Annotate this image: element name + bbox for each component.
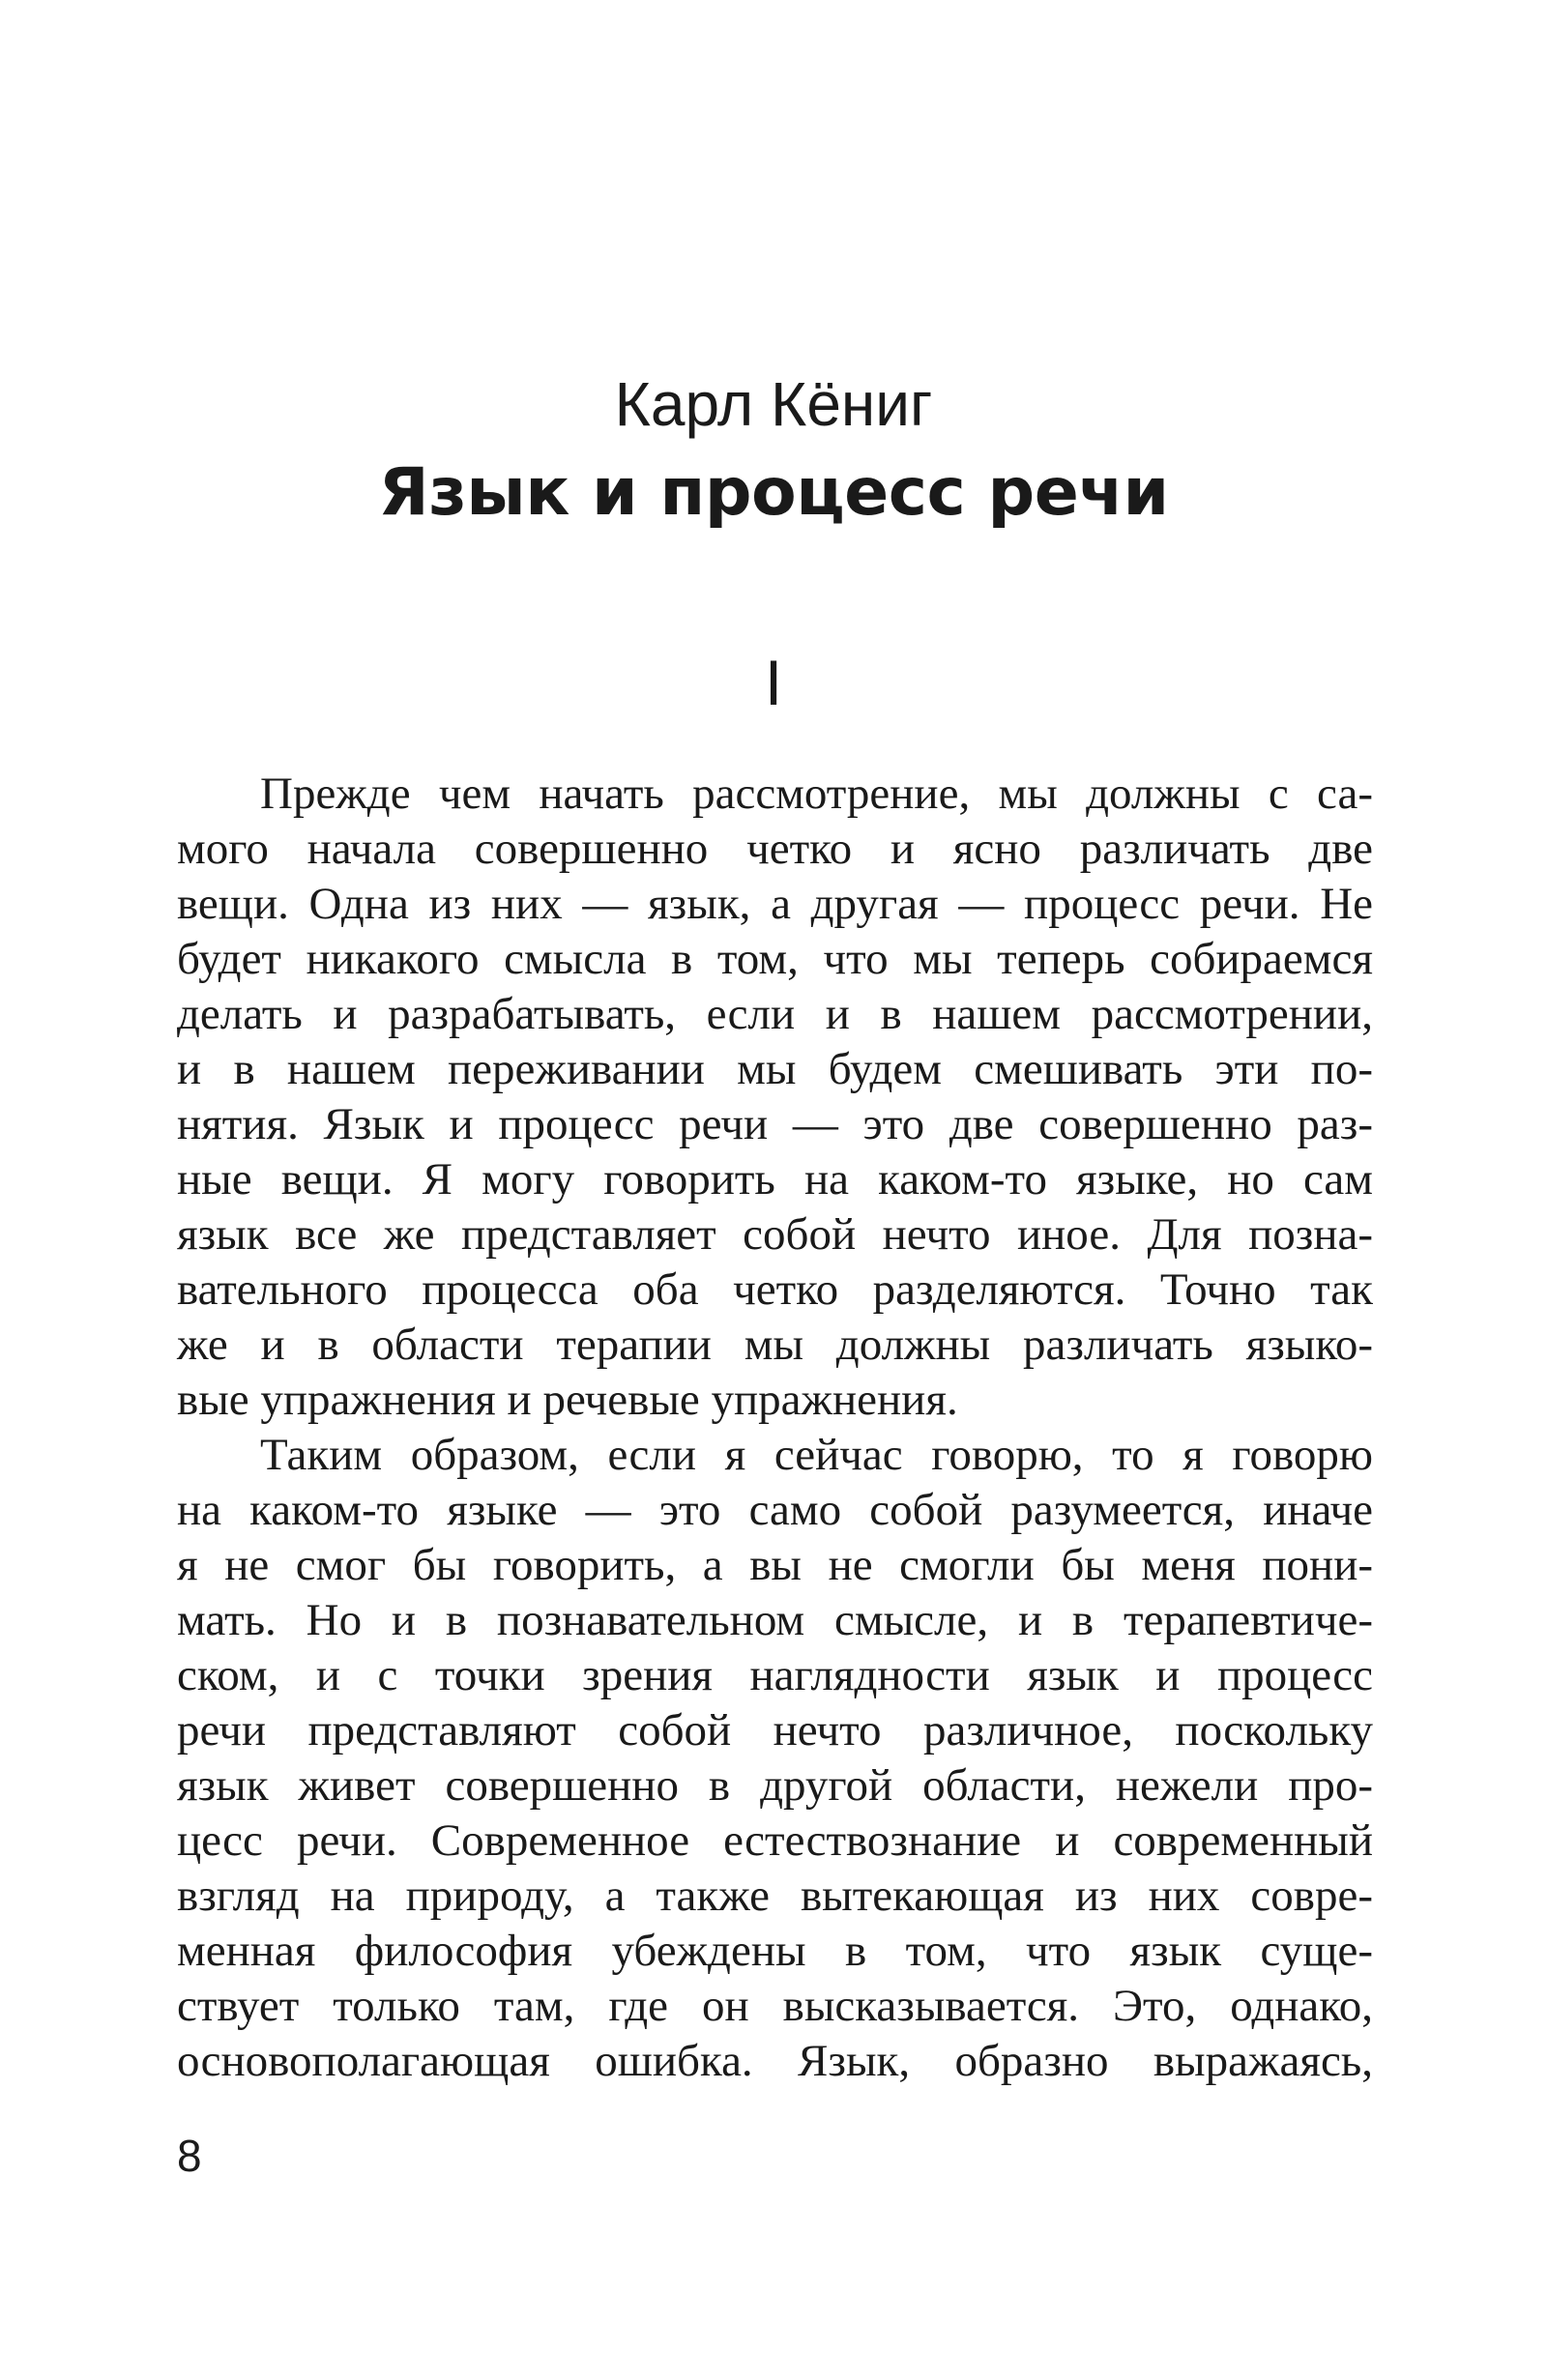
text-line: мого начала совершенно четко и ясно различать две xyxy=(177,824,1373,874)
text-line: язык все же представляет собой нечто иное. Для позна- xyxy=(177,1209,1373,1260)
page-number: 8 xyxy=(177,2131,202,2181)
text-line: нятия. Язык и процесс речи — это две совершенно раз- xyxy=(177,1099,1373,1149)
text-line: Таким образом, если я сейчас говорю, то я говорю xyxy=(260,1430,1373,1480)
text-line: и в нашем переживании мы будем смешивать эти по- xyxy=(177,1044,1373,1094)
text-line: ствует только там, где он высказывается. Это, однако, xyxy=(177,1981,1373,2031)
section-number: I xyxy=(764,647,783,718)
text-line: язык живет совершенно в другой области, нежели про- xyxy=(177,1760,1373,1811)
text-line: вещи. Одна из них — язык, а другая — процесс речи. Не xyxy=(177,879,1373,929)
chapter-title: Язык и процесс речи xyxy=(378,454,1169,531)
author-name: Карл Кёниг xyxy=(614,369,933,439)
text-line: цесс речи. Современное естествознание и современный xyxy=(177,1815,1373,1866)
text-line: Прежде чем начать рассмотрение, мы должны с са- xyxy=(260,769,1373,819)
text-line: основополагающая ошибка. Язык, образно выражаясь, xyxy=(177,2036,1373,2086)
text-line: же и в области терапии мы должны различать языко- xyxy=(177,1320,1373,1370)
text-line: речи представляют собой нечто различное, поскольку xyxy=(177,1705,1373,1756)
text-line: будет никакого смысла в том, что мы теперь собираемся xyxy=(177,934,1373,984)
text-line: мать. Но и в познавательном смысле, и в терапевтиче- xyxy=(177,1595,1373,1645)
body-text xyxy=(177,767,1373,2089)
text-line: я не смог бы говорить, а вы не смогли бы меня пони- xyxy=(177,1540,1373,1590)
text-line: ском, и с точки зрения наглядности язык и процесс xyxy=(177,1650,1373,1700)
text-line: менная философия убеждены в том, что язык суще- xyxy=(177,1926,1373,1976)
text-line: вательного процесса оба четко разделяются. Точно так xyxy=(177,1264,1373,1315)
text-line: ные вещи. Я могу говорить на каком-то языке, но сам xyxy=(177,1154,1373,1205)
text-line: делать и разрабатывать, если и в нашем рассмотрении, xyxy=(177,989,1373,1039)
text-line: на каком-то языке — это само собой разумеется, иначе xyxy=(177,1485,1373,1535)
text-line: взгляд на природу, а также вытекающая из них совре- xyxy=(177,1871,1373,1921)
text-line: вые упражнения и речевые упражнения. xyxy=(177,1375,958,1425)
